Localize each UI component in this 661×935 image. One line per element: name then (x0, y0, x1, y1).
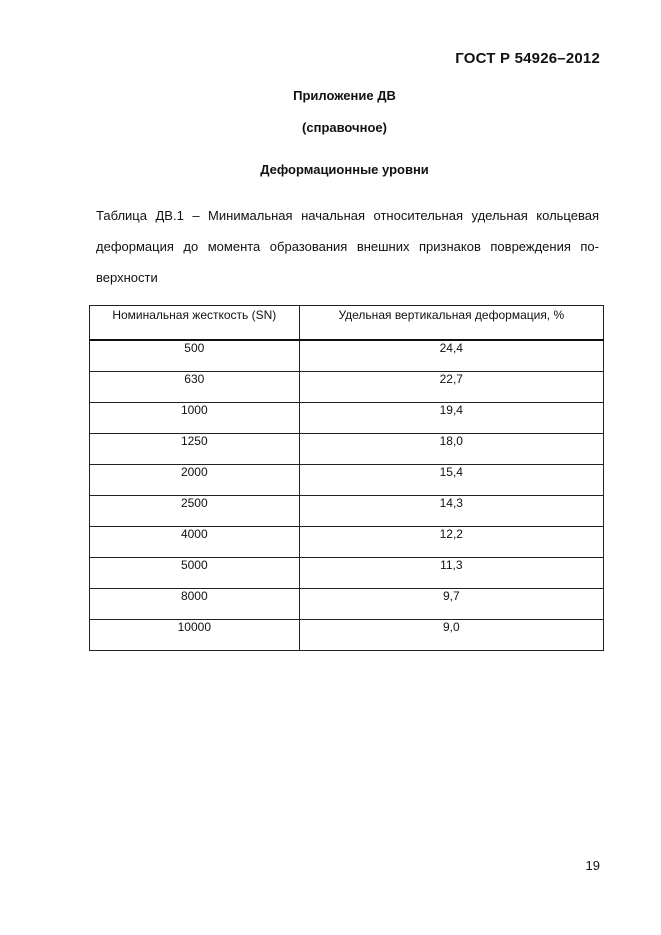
cell-deformation: 24,4 (299, 340, 603, 372)
table-caption: Таблица ДВ.1 – Минимальная начальная относительная удельная кольцевая деформация до момента образования внешних признаков повреждения по-верхности (96, 208, 599, 285)
cell-deformation: 15,4 (299, 465, 603, 496)
deformation-table (89, 305, 604, 651)
page-number: 19 (585, 858, 600, 873)
table-header-row (90, 306, 604, 341)
table-row (90, 372, 604, 403)
cell-stiffness: 630 (90, 372, 300, 403)
cell-deformation: 11,3 (299, 558, 603, 589)
header-vertical-deformation: Удельная вертикальная деформация, % (299, 306, 603, 341)
cell-deformation: 12,2 (299, 527, 603, 558)
table-row (90, 496, 604, 527)
cell-stiffness: 2500 (90, 496, 300, 527)
table-row (90, 527, 604, 558)
cell-stiffness: 1000 (90, 403, 300, 434)
document-code: ГОСТ Р 54926–2012 (455, 50, 600, 67)
cell-stiffness: 4000 (90, 527, 300, 558)
table-row (90, 558, 604, 589)
cell-stiffness: 8000 (90, 589, 300, 620)
table-row (90, 620, 604, 651)
cell-stiffness: 5000 (90, 558, 300, 589)
cell-deformation: 9,7 (299, 589, 603, 620)
table-row (90, 340, 604, 372)
table-row (90, 434, 604, 465)
cell-deformation: 19,4 (299, 403, 603, 434)
cell-stiffness: 10000 (90, 620, 300, 651)
cell-stiffness: 500 (90, 340, 300, 372)
cell-deformation: 14,3 (299, 496, 603, 527)
table-row (90, 589, 604, 620)
section-title: Деформационные уровни (260, 162, 429, 177)
cell-deformation: 18,0 (299, 434, 603, 465)
cell-deformation: 22,7 (299, 372, 603, 403)
cell-stiffness: 2000 (90, 465, 300, 496)
cell-stiffness: 1250 (90, 434, 300, 465)
table-row (90, 465, 604, 496)
table-row (90, 403, 604, 434)
annex-note: (справочное) (302, 120, 387, 135)
cell-deformation: 9,0 (299, 620, 603, 651)
header-nominal-stiffness: Номинальная жесткость (SN) (90, 306, 300, 341)
annex-title: Приложение ДВ (293, 88, 396, 103)
